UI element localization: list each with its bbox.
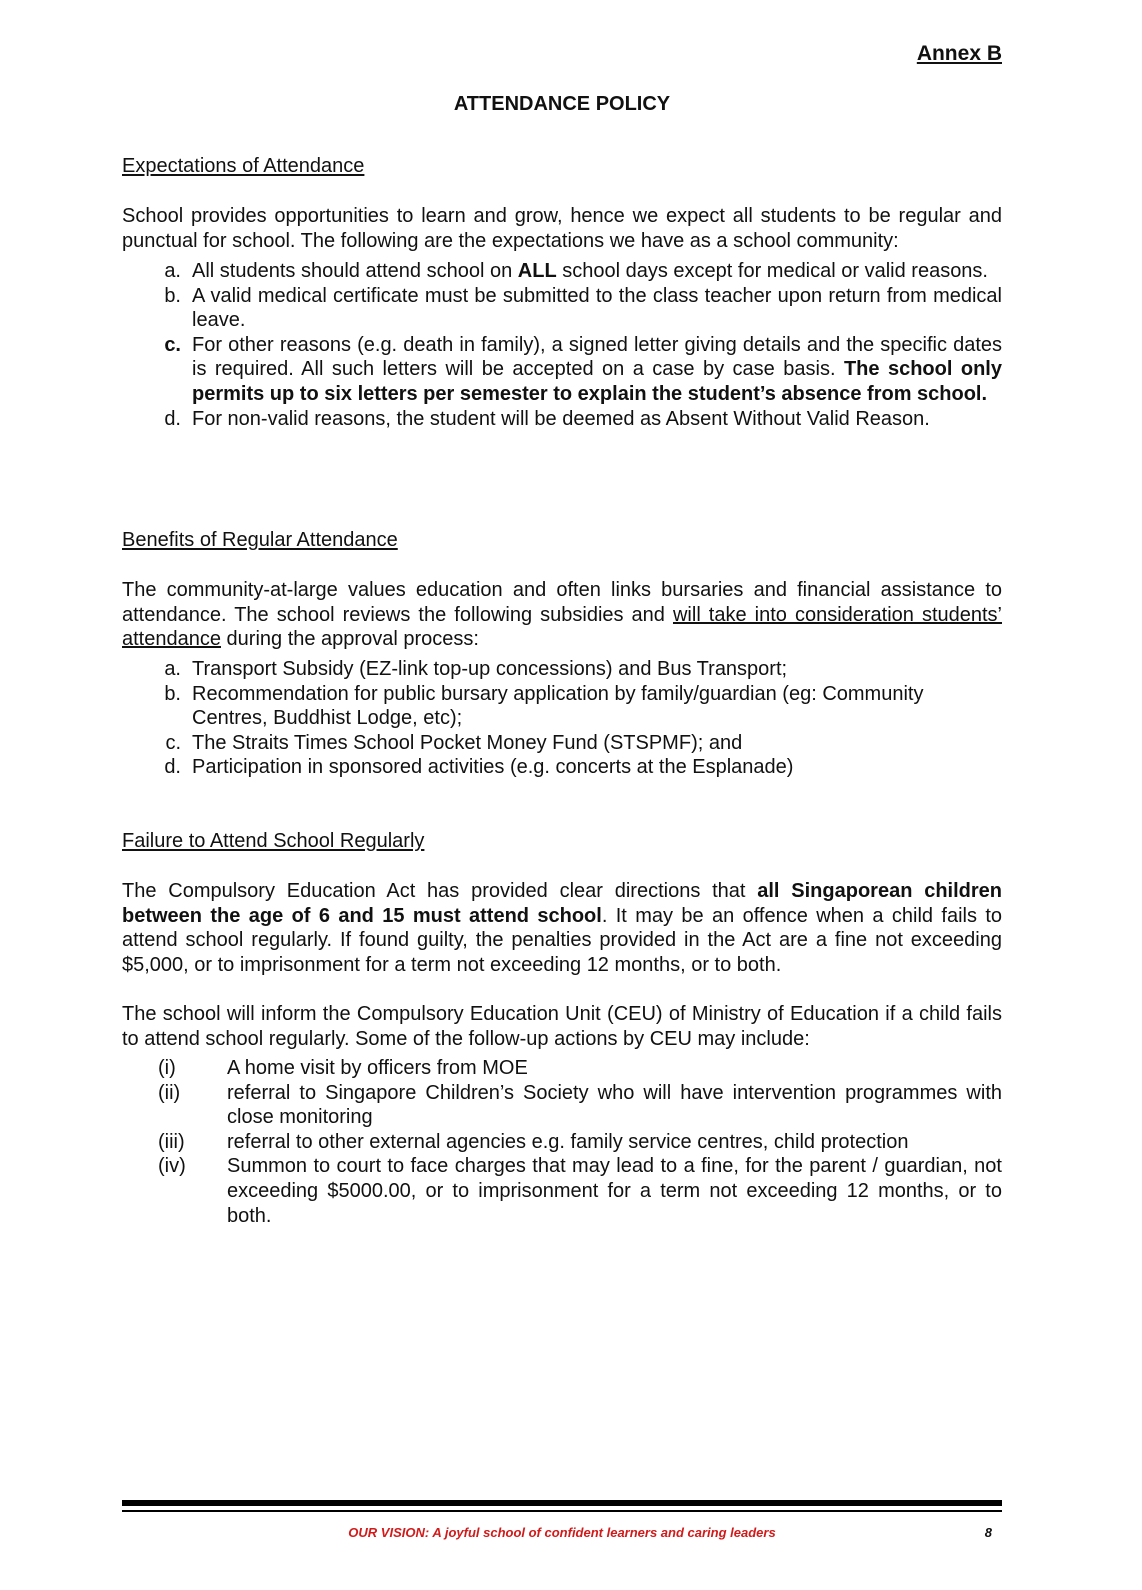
emphasis-text: ALL <box>517 260 557 282</box>
list-marker: b. <box>164 682 181 705</box>
list-marker: c. <box>164 333 181 356</box>
failure-paragraph-1: The Compulsory Education Act has provided clear directions that all Singaporean children between the age of 6 and 15 must attend school. It may be an offence when a child fails to attend school regularly. If found guilty, the penalties provided in the Act are a fine not exceeding $5,000, or to imprisonment for a term not exceeding 12 months, or to both. <box>122 880 1002 976</box>
list-marker: c. <box>165 731 181 754</box>
list-item-text: For other reasons (e.g. death in family), a signed letter giving details and the specific dates is required. All such letters will be accepted on a case by case basis. The school only permits up to six letters per semester to explain the student’s absence from school. <box>192 333 1002 405</box>
list-marker: d. <box>164 756 181 779</box>
section-heading-failure: Failure to Attend School Regularly <box>122 830 425 852</box>
vision-statement: OUR VISION: A joyful school of confident learners and caring leaders <box>348 1525 776 1540</box>
annex-label: Annex B <box>916 42 1002 65</box>
list-item <box>122 755 1002 780</box>
list-item-text: The Straits Times School Pocket Money Fund (STSPMF); and <box>192 731 743 754</box>
list-item-text: For non-valid reasons, the student will be deemed as Absent Without Valid Reason. <box>192 407 930 430</box>
list-marker: (ii) <box>158 1081 181 1104</box>
list-item-text: referral to Singapore Children’s Society who will have intervention programmes with close monitoring <box>227 1081 1002 1129</box>
benefits-intro: The community-at-large values education and often links bursaries and financial assistance to attendance. The school reviews the following subsidies and will take into consideration students’ attendance during the approval process: <box>122 579 1002 651</box>
failure-paragraph-2: The school will inform the Compulsory Education Unit (CEU) of Ministry of Education if a child fails to attend school regularly. Some of the follow-up actions by CEU may include: <box>122 1003 1002 1050</box>
list-item <box>122 284 1002 333</box>
list-marker: (iv) <box>158 1155 186 1178</box>
list-item <box>122 259 1002 284</box>
list-item <box>122 1081 1002 1130</box>
list-item <box>122 657 1002 682</box>
list-marker: a. <box>164 260 181 282</box>
list-item-text: A valid medical certificate must be submitted to the class teacher upon return from medical leave. <box>192 284 1002 332</box>
list-marker: (i) <box>158 1057 176 1079</box>
expectations-intro: School provides opportunities to learn and grow, hence we expect all students to be regular and punctual for school. The following are the expectations we have as a school community: <box>122 205 1002 252</box>
page-footer <box>122 1525 1002 1545</box>
list-item-text: referral to other external agencies e.g. family service centres, child protection <box>227 1130 909 1153</box>
section-heading-benefits: Benefits of Regular Attendance <box>122 529 398 551</box>
list-item-text: Transport Subsidy (EZ-link top-up concessions) and Bus Transport; <box>192 658 788 680</box>
section-heading-expectations: Expectations of Attendance <box>122 155 365 177</box>
list-item <box>122 682 1002 731</box>
list-item <box>122 1154 1002 1228</box>
list-item <box>122 407 1002 432</box>
list-item <box>122 1130 1002 1155</box>
page-title: ATTENDANCE POLICY <box>453 93 671 115</box>
list-item-text: All students should attend school on ALL school days except for medical or valid reasons. <box>192 260 988 282</box>
list-item-text: Participation in sponsored activities (e.g. concerts at the Esplanade) <box>192 756 794 779</box>
emphasis-text: The school only permits up to six letters per semester to explain the student’s absence from school. <box>192 358 1002 405</box>
ceu-actions-list <box>122 1056 1002 1228</box>
footer-divider-thin <box>122 1510 1002 1512</box>
expectations-list <box>122 259 1002 431</box>
list-item-text: Summon to court to face charges that may lead to a fine, for the parent / guardian, not exceeding $5000.00, or to imprisonment for a term not exceeding 12 months, or to both. <box>227 1155 1002 1227</box>
emphasis-text: all Singaporean children between the age of 6 and 15 must attend school <box>122 880 1002 927</box>
list-marker: a. <box>164 658 181 680</box>
list-item-text: A home visit by officers from MOE <box>227 1057 528 1079</box>
list-item <box>122 333 1002 407</box>
footer-divider-thick <box>122 1500 1002 1506</box>
list-item-text: Recommendation for public bursary application by family/guardian (eg: Community Centres, Buddhist Lodge, etc); <box>192 682 924 730</box>
list-item <box>122 731 1002 756</box>
list-item <box>122 1056 1002 1081</box>
list-marker: d. <box>164 407 181 430</box>
list-marker: (iii) <box>158 1130 185 1153</box>
list-marker: b. <box>164 284 181 307</box>
benefits-list <box>122 657 1002 780</box>
underlined-text: will take into consideration students’ attendance <box>122 603 1002 651</box>
page-number: 8 <box>984 1525 992 1540</box>
